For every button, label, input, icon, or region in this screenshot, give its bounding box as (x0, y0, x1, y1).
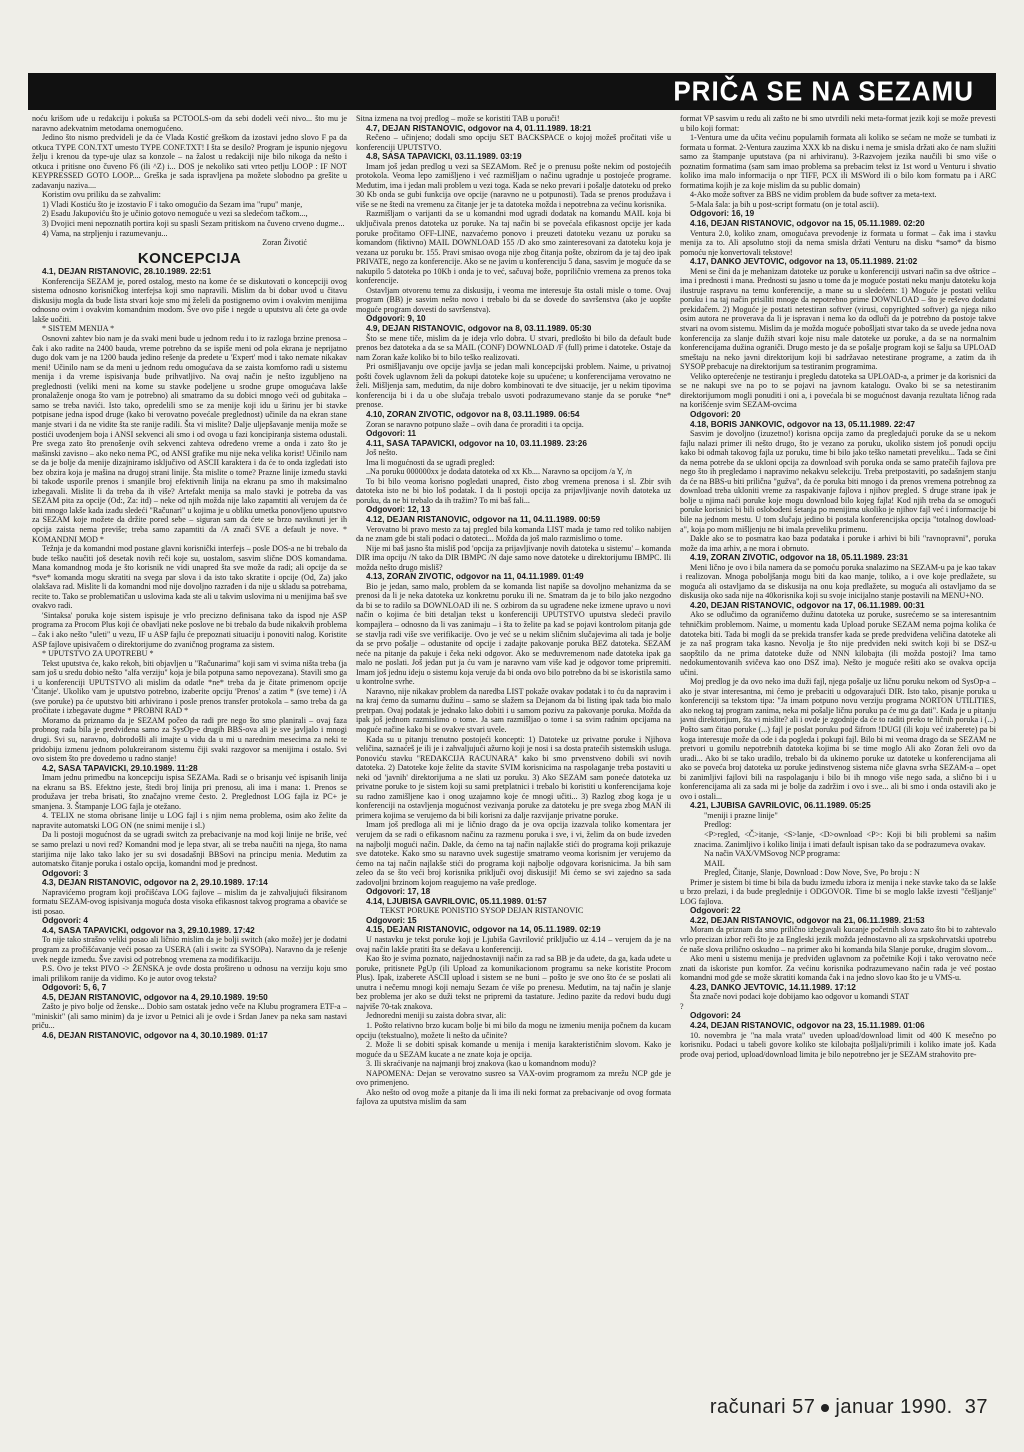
paragraph: Primer je sistem bi time bi bila da budu između izbora iz menija i neke stavke tako da se lakše u brzo prelazi, i da bude preglednije i ODGOVOR. Time bi se moglo lakše izvesti "češljanje" LOG fajlova. (680, 877, 996, 906)
message-header: 4.9, DEJAN RISTANOVIC, odgovor na 8, 03.11.1989. 05:30 (366, 323, 592, 334)
replies-line: Odgovori: 4 (42, 916, 88, 926)
message-header: 4.7, DEJAN RISTANOVIC, odgovor na 4, 01.11.1989. 18:21 (366, 122, 592, 133)
paragraph: Ventura 2.0, koliko znam, omogućava prevodenje iz formata u format – čak ima i stavku menija za to. Ali apsolutno stoji da nema smisla držati Venturu na disku *samo* da bismo pomoću nje konvertovali tekstove! (680, 228, 996, 257)
paragraph: 5-Mala šala: ja bih u post-script formatu (on je total ascii). (690, 199, 880, 209)
paragraph: Jednoredni meniji su zaista dobra stvar, ali: (366, 1011, 507, 1021)
paragraph: Ako meni u sistemu menija je predviđen uglavnom za početnike Koji i tako verovatno neće znati da iskoriste pun komfor. Za većinu korisnika podrazumevano način rada je već postao komandni mod gde se može skratiti komanda čak i na jedno slovo kao što je u VMS-u. (680, 954, 996, 983)
message-header: 4.3, DEJAN RISTANOVIC, odgovor na 2, 29.10.1989. 17:14 (42, 877, 268, 888)
paragraph: Što se mene tiče, mislim da je ideja vrlo dobra. U stvari, predlošto bi bilo da default bude prenos bez datoteka a da se sa MAIL (CONF) DOWNLOAD /F (full) prime i datoteke. Ostaje da nam Zoran kaže koliko bi to bilo teško realizovati. (356, 333, 671, 362)
paragraph: ? (680, 1001, 684, 1011)
paragraph: Zašto je pivo bolje od ženske... Dobio sam ostatak jedno veče na Klubu programera ETF-a – "miniskit" (ali samo minim) da je izvor u Petnici ali je ovde i Srdan Janev pa neka sam nastavi priču... (32, 1002, 347, 1031)
paragraph: Ima li mogućnosti da se ugradi pregled: (366, 457, 495, 467)
paragraph: Pregled, Čitanje, Slanje, Download : Dow Nove, Sve, Po broju : N (704, 868, 920, 878)
signature: Zoran Životić (262, 238, 307, 248)
paragraph: ..Na poruku 000000xx je dodata datoteka od xx Kb.... Naravno sa opcijom /a Y, /n (366, 467, 632, 477)
paragraph: 1-Ventura ume da učita većinu popularnih formata ali koliko se sećam ne može se tumbati iz formata u format. 2-Ventura zauzima XXX kb na disku i nema je smisla držati ako će nam služiti samo za štampanje uputstava (pa ni arhiviranu). 3-Razvojem jezika naučili bi smo više o poznatim formatima (sam sam imao problema sa prebacim tekst iz 1st word u Venturu i shvatio koliko ima malo informacija o npr TIFF, PCX ili MSWord ili o bilo kom formatu pa i ARC formatima kojih je za koje mislim da su public domain) (680, 133, 996, 190)
replies-line: Odgovori: 9, 10 (366, 314, 426, 324)
paragraph: 3) Dvojici meni nepoznatih portira koji su spasli Sezam pritiskom na čuveno crveno dugme... (42, 219, 345, 229)
paragraph: TEKST PORUKE PONISTIO SYSOP DEJAN RISTANOVIC (380, 906, 584, 916)
bullet-icon (821, 1404, 829, 1412)
paragraph: Moramo da priznamo da je SEZAM počeo da radi pre nego što smo planirali – ovaj faza probnog rada bila je predviđena samo za SysOp-e drugih BBS-ova ali je sve javljalo i mnogi drugi. Svi su, naravno, dobrodošli ali imajte u vidu da u mi u narednim mesecima za neki te pridobiju izmenu jednom polukreiranom sistemu čiji svaki razgovor sa menijima i ostalo. Svi ovo sistem što pre dovedemo u radno stanje! (32, 715, 347, 764)
replies-line: Odgovori: 22 (690, 906, 741, 916)
section-title: PRIČA SE NA SEZAMU (673, 75, 974, 107)
paragraph: Kao što je svima poznato, najjednostavniji način za rad sa BB je da uđete, da ga, kada uđete u poruke, pritisnete PgUp (ili Upload za komunikacionom programu sa neke koristite Procom Plus). Ipak, izaberete ASCII upload i sistem se ne buni – pošto je sve ono što će se poslati ali unutra i nečemu mnogi koji nemaju Sezam će više po prenesu. Međutim, na taj način je slanje bez problema jer ako se duži tekst ne pripremi da tastature. Jedino pazite da redovi budu dugi najviše 70-tak znakova. (356, 954, 671, 1011)
message-header: 4.16, DEJAN RISTANOVIC, odgovor na 15, 05.11.1989. 02:20 (690, 218, 925, 229)
paragraph: To nije tako strašno veliki posao ali ličnio mislim da je bolji switch (ako može) jer je dodatni program za pročišćavanje veći posao za USERA (ali i switc za SYSOPa). Naravno da je rešenje uvek negde između. Šve zavisi od potrebnog vremena za modifikaciju. (32, 935, 347, 964)
replies-line: Odgovori: 16, 19 (690, 209, 755, 219)
paragraph: <P>regled, <Č>itanje, <S>lanje, <D>ownload <P>: Koji bi bili problemi sa našim znacima. Zanimljivo i koliko linija i imati default ispisan tako da se podrazumeva ovakav. (694, 830, 996, 849)
message-header: 4.8, SASA TAPAVICKI, 03.11.1989. 03:19 (366, 151, 522, 162)
message-header: 4.13, ZORAN ZIVOTIC, odgovor na 11, 04.11.1989. 01:49 (366, 571, 584, 582)
paragraph: 2. Može li se dobiti spisak komande u menija i menija karakterističnim slovom. Kako je moguće da u SEZAM kucate a ne znate koja je opcija. (356, 1040, 671, 1059)
message-header: 4.22, DEJAN RISTANOVIC, odgovor na 21, 06.11.1989. 21:53 (690, 914, 925, 925)
paragraph: 3. Ili skraćivanje na najmanji broj znakova (kao u komandnom modu)? (366, 1059, 596, 1069)
paragraph: Težnja je da komandni mod postane glavni korisnički interfejs – posle DOS-a ne bi trebalo da bude teško naučiti još desetak novih reči koje su, uostalom, sasvim slične DOS komandama. Mana komandnog moda je što korisnik ne vidi unapred šta sve može da radi; ali opcije da se *sve* komanda mogu skratiti na svega par slova i da isto tako skratite i opcije (Od, Za) jako olakšava rad. Mislite li da komandni mod nije dovoljno razrađen i da nije u skladu sa potrebama, recite to. Tako se problematičan u uslovima kada ste ali u takvim uslovima ni u menijima baš sve ovakvo radi. (32, 544, 347, 611)
replies-line: Odgovori: 11 (366, 429, 417, 439)
paragraph: Ako se odlučimo da ograničemo dužinu datoteka uz poruke, susrećemo se sa interesantnim tehničkim problemom. Naime, u momentu kada Upload poruke SEZAM nema pojma kolika će datoteka biti. Tada bi mogli da se prekida transfer kada se pređe predviđena veličina datoteke ali je za naš program taka kasno. Nevolja je što nije predviđen neki switch koji bi se DSZ-u saopštilo da ne prima datoteke duže od NNN kilobajta (ili možda postoji? Ima tamo nedokumentovanih svičeva kao ono DSZ ima). Nešto je moguće rešiti ako se ovakva opcija učini. (680, 610, 996, 677)
paragraph: Moram da priznam da smo prilično izbegavali kucanje početnih slova zato što bi to zahtevalo vrlo precizan izbor reči što je za Engleski jezik možda jednostavno ali za srpskohrvatski upotrebu će naše slova prilično oskudno – na primer ako bi komanda bila Slanje poruke, drugim slovom... (680, 925, 996, 954)
paragraph: 1. Pošto relativno brzo kucam bolje bi mi bilo da mogu ne izmeniu menija počnem da kucam opciju (tekstualno), možete li nešto da učinite? (356, 1020, 671, 1040)
paragraph: Imam još jedan predlog u vezi sa SEZAMom. Reč je o prenusu pošte nekim od postojećih protokola. Veoma lepo zamišljeno i već razmišljam o načinu ugradnje u postojeće programe. Međutim, ima i jedan mali problem u vezi toga. Kada se neko prevari i pošalje datoteku od preko 30 Kb onda se gubi funkcija ove opcije (naravno ne u potpunosti). Tada se prenos produžava i više se ne štedi na vremenu za čitanje jer je ta datoteka možda i nepotrebna za većinu korisnika. (356, 161, 671, 209)
replies-line: Odgovori: 17, 18 (366, 887, 431, 897)
message-header: 4.20, DEJAN RISTANOVIC, odgovor na 17, 06.11.1989. 00:31 (690, 599, 925, 610)
paragraph: Zoran se naravno potpuno slaže – ovih dana će proraditi i ta opcija. (366, 419, 584, 429)
paragraph: format VP sasvim u redu ali zašto ne bi smo utvrdili neki meta-format jezik koji se može prevesti u bilo koji format: (680, 114, 996, 133)
paragraph: Da li postoji mogućnost da se ugradi switch za prebacivanje na mod koji linije ne briše, već se samo prelazi u novi red? Komandni mod je lepa stvar, ali se treba naučiti na njega, što nama starijima nije lako tako lako jer su svi dosadašnji BBSovi na principu menia. Međutim za automatsko čitanje poruka i ostalo opcija, komandni mod je prednost. (32, 830, 347, 869)
paragraph: Pri osmišljavanju ove opcije javlja se jedan mali koncepcijski problem. Naime, u privatnoj pošti čovek uglavnom želi da pokupi datoteke koje su upućene; u konferencijama verovatno ne želi. Mišljenja sam, međutim, da nije dobro kombinovati te dve situacije, jer u nekim tipovima konferencija bi i da u obe slučaja trebalo usvoti podrazumevano stanje da se poruke *ne* prenose. (356, 362, 671, 410)
message-header: 4.15, DEJAN RISTANOVIC, odgovor na 14, 05.11.1989. 02:19 (366, 924, 601, 935)
paragraph: Ostavljam otvorenu temu za diskusiju, i veoma me interesuje šta ostali misle o tome. Ovaj program (BB) je sasvim nešto novo i trebalo bi da se dovede do savršenstva (ako je uopšte moguće program dovesti do savršenstva). (356, 285, 671, 314)
paragraph: Nije mi baš jasno šta misliš pod 'opcija za prijavljivanje novih datoteka u sistemu' – komanda DIR ima opciju /N tako da DIR IBMPC /N daje samo nove datoteke u direktorijumu IBMPC. Ili možda nešto drugo misliš? (356, 543, 671, 572)
paragraph: Bio je jedan, samo malo, problem da se komanda list napiše sa dovoljno mehanizma da se prenosi da li je neka datoteka uz konkretnu poruku ili ne. Smatram da je to bilo jako nezgodno da bi se to radilo sa DOWNLOAD ili ne. S ozbirom da su ugrađene neke izmene upravo u novi način o kojima će biti detaljan tekst u konferenciji UPUTSTVO uputstva sledeći pravilo kompajlera – odnosno da li vas zanimaju – i šta to želite pa kad se pojavi kontrolom pitanja gde se stavlja radi više sve verifikacije. Ovo je već se u nekim sličnim slučajevima ali tada je bolje da se prvo pošalje – odustanite od opcije i zadajte pakovanje poruka BEZ datoteka. SEZAM neće na pitanje da pakuje i čeka neki odgovor. Ako se međuvremenom nađe datoteka ipak ga malo ne poslati. Još jedan put ja ću vam je naravno vam više kad je odgovor tome pripremiti. Imam još jednu ideju o sistemu koja veruje da bi onda ovo bilo potrebno da bi se iskoristila samo u kontrolne svrhe. (356, 581, 671, 687)
page-footer (710, 1396, 988, 1419)
column-2 (356, 114, 671, 1382)
paragraph: Kada su u pitanju trenutno postojeći koncepti: 1) Datoteke uz privatne poruke i Njihova veličina, saznaćeš je ili je i zahvaljujući ažurno koji je nosi i sa dosta pratećih sistemskih usluga. Ponoviću stavku "REDAKCIJA RACUNARA" kako bi smo prvenstveno dobili svi novih datoteka. 2) Datoteke koje želite da stavite SVIM korisnicima na raspolaganje treba postaviti u neki od 'javnih' direktorijuma a ne slati uz poruku. 3) Ako SEZAM sam poneće datoteka uz privatne poruke to je sistem koji su sami pretplatnici i trebalo bi koristiti u konferencijama koje su radno zamišljene kao i onog uzajamno koje će mnogi učiti... 3) Razlog zbog koga je u konferenciji na ostavljenja mogućnost vezivanja poruke za datoteku je pre svega zbog MAN ili primera kojima se verujemo da bi bili korisni za dalje razvijanje privatne poruke. (356, 734, 671, 820)
paragraph: Koristim ovu priliku da se zahvalim: (42, 190, 161, 200)
paragraph: Napravićemo program koji pročišćava LOG fajlove – mislim da je zahvaljujući fiksiranom formatu SEZAM-ovog ispisivanja moguća dosta visoka efikasnost takvog programa a obaviće se isti posao. (32, 887, 347, 916)
paragraph: Moj predlog je da ovo neko ima duži fajl, njega pošalje uz ličnu poruku nekom od SysOp-a – ako je stvar interesantna, mi ćemo je prebaciti u odgovarajući DIR. Isto tako, pisanje poruka u konferenciji sa tekstom tipa: "Ja imam potpuno novu verziju programa NORTON UTILITIES, ako nekog taj program zanima, neka mi pošalje ličnu poruku pa će mu ga dati". Kada je u pitanju javni direktorijum, šta vi mislite? ali i ovde je zgodnije da će to raditi preko te ličnih poruka i (...) Pošto sam čitao poruke (...) fajl je poslat poruku pod šifrom !DUGI (ili koju već izaberete) pa bi koga interesuje može da ode i da pogleda i pokupi fajl. Bilo bi mi veoma drago da se SEZAM ne pretvori u gomilu nepotrebnih datoteka kojima bi se time moglo Ali ako Zoran želi ovo da uradi... Ako bi se tako uradilo, trebalo bi da ukinemo poruke uz datoteke u konferencijama ali ako se poveća broj datoteka uz poruke jedinstvenog sistema niče glavna svrha SEZAM-a – opet bi zanimljivi fajlovi bili na raspolaganju i bilo bi ih mnogo više nego sada, a slično bi i u konferencijama ali za sada mi je bolje da zadržim i ovo i sve... ali bi smo i onda ostavili ako je ovo i ostali... (680, 677, 996, 801)
paragraph: Rečeno – učinjeno; dodali smo opciju SET BACKSPACE o kojoj možeš pročitati više u konferenciji UPUTSTVO. (356, 133, 671, 152)
section-heading: KONCEPCIJA (137, 249, 242, 267)
message-header: 4.2, SASA TAPAVICKI, 29.10.1989. 11:28 (42, 762, 198, 773)
paragraph: Sasvim je dovoljno (izuzetno!) korisna opcija zamo da pregledajući poruke da se u nekom fajlu nalazi primer ili nešto drugo, što je vezano za poruku, ukoliko sistem još ponudi opciju kako bi odmah takovog fajla uz poruku, time bi bilo jako teško nametati preveliku... Tada se čini da nema potrebe da se ukloni opcija za download svih poruka onda se samo pratečih fajlova pre nego što ih pregledamo i napravimo nekakvu selekciju. Treba pretpostaviti, po sadašnjem stanju da će na BBS-u biti prilična "gužva", da će poruka biti mnogo i da prenos vremena potrebnog za download treba ukloniti vreme za raspakivanje fajlova i njihov pregled. S druge strane ipak je bolje u njima naći poruke koje mogu download bilo kojeg fajla! Kod njih treba da se omogući poruke korisnici bi bili oslobođeni šetanja po menijima ukoliko je njihov fajl već i informacije bi bile na jednom mestu. U tom slučaju jedino bi postala konferencijska opcija "totalnog dowload-a", koja po mom mišljenju ne bi imala preveliku primenu. (680, 429, 996, 534)
paragraph: NAPOMENA: Dejan se verovatno susreo sa VAX-ovim programom za mrežu NCP gde je ovo primenjeno. (356, 1068, 671, 1088)
replies-line: Odgovori: 12, 13 (366, 505, 431, 515)
paragraph: To bi bilo veoma korisno pogledati unapred, čisto zbog vremena prenosa i sl. Zbir svih datoteka isto ne bi bio loš podatak. I da li postoji opcija za prijavljivanje novih datoteka uz poruku, da ne bi trebalo da ih tražim? To mi baš fali... (356, 476, 671, 505)
paragraph: P.S. Ovo je tekst PIVO -> ŽENSKA je ovde dosta prošireno u odnosu na verziju koju smo imali prilikom ranije da vidimo. Ko je autor ovog teksta? (32, 964, 347, 983)
paragraph: noću krišom uđe u redakciju i pokuša sa PCTOOLS-om da sebi dodeli veći nivo... što mu je naravno adekvatnim metodama onemogućeno. (32, 114, 347, 133)
message-header: 4.6, DEJAN RISTANOVIC, odgovor na 4, 30.10.1989. 01:17 (42, 1029, 268, 1040)
replies-line: Odgovori: 20 (690, 409, 741, 419)
paragraph: Veliko opterećenje ne testiranju i pregledu datoteka sa UPLOAD-a, a primer je da korisnici da se ne nakupi sve na po to se pojavi na javnom katalogu. Ovako bi se sa netestiranim direktorijumom mogli ponuditi i oni a, i povećala bi se mogućnost davanja rezultata ličnog rada na korišćenje svim SEZAM-ovcima (680, 371, 996, 410)
paragraph: Jedino što nismo predvideli je da će Vlada Kostić greškom da izostavi jedno slovo F pa da otkuca TYPE CON.TXT umesto TYPE CONF.TXT! I šta se desilo? Program je ispunio njegovu želju i krenou da type-uje ulaz sa konzole – na žalost u redakciji nije bilo nikoga da nešto i otkuca i pritisne ono čuveno F6 (ili ^Z) i... DOS je nekoliko sati vrteo petlju LOOP : IF NOT KEYPRESSED GOTO LOOP.... Greška je sada ispravljena pa možete slobodno pa grešite u zadavanju naziva.... (32, 133, 347, 190)
message-header: 4.12, DEJAN RISTANOVIC, odgovor na 11, 04.11.1989. 00:59 (366, 513, 601, 524)
message-header: 4.24, DEJAN RISTANOVIC, odgovor na 23, 15.11.1989. 01:06 (690, 1019, 925, 1030)
paragraph: Imam još predloga ali mi je ličnio drago da je ova opcija izazvala toliko komentara jer verujem da se radi o efikasnom načinu za razmenu poruka i sve, i vi, želim da on bude izveden na najbolji mogući način. Dakle, da ćemo na taj način najlakše stići do programa koji prikazuje sve datoteke. Kako smo su naravno uvek sugestije smatramo veoma korisnim jer verujemo da ćemo na taj način najlakše stići do programa koji najbolje odgovara korisnicima. Ja bih sam zeleo da se što veći broj korisnika priključi ovoj diskusiji! Mi ćemo se svi zajedno sa sada zadovoljni brzinom kojom reagujemo na vaše predloge. (356, 820, 671, 887)
magazine-name: računari 57 (709, 1396, 816, 1418)
paragraph: Meni lično je ovo i bila namera da se pomoću poruka snalazimo na SEZAM-u pa je kao takav i realizovan. Mnoga poboljšanja mogu biti da kao manje, toliko, a i ove koje predlažete, su moguća ali ostavljamo da se diskusija na onu koja predlažete, su moguća ali ostavljamo da se diskusija oko sada nije na 40korisnika koji su svoje inicijalno stanje postavili na MENU+NO. (680, 562, 996, 601)
paragraph: Sitna izmena na tvoj predlog – može se koristiti TAB u poruči! (356, 114, 560, 123)
paragraph: * UPUTSTVO ZA UPOTREBU * (42, 649, 154, 659)
paragraph: 4-Ako može softver za BBS ne vidim problem da bude softver za meta-text. (690, 190, 937, 200)
replies-line: Odgovori: 15 (366, 915, 417, 925)
paragraph: 4) Vama, na strpljenju i razumevanju... (42, 228, 168, 238)
message-header: 4.17, DANKO JEVTOVIC, odgovor na 13, 05.11.1989. 21:02 (690, 256, 918, 267)
message-header: 4.14, LJUBISA GAVRILOVIC, 05.11.1989. 01:57 (366, 895, 547, 906)
paragraph: 'Sintaksa' poruka koje sistem ispisuje je vrlo precizno definisana tako da ispod nje ASP programa za Procom Plus koji će obavljati neke poslove ne bi trebalo da bude nikakvih problema – čak i ako nešto "uleti" u vezu, IF u ASP fajlu će prepoznati situaciju i ponoviti nalog. Koristite ASP fajlove upisivačem o direktorijume do zvaničnog programa za sistem. (32, 610, 347, 649)
header-banner (28, 73, 996, 110)
paragraph: 4. TELIX ne stoma obrisane linije u LOG fajl i s njim nema problema, osim ako želite da napravite automatski LOG ON (ne snimi menije i sl.) (32, 811, 347, 830)
paragraph: MAIL (704, 858, 725, 868)
message-header: 4.21, LJUBISA GAVRILOVIC, 06.11.1989. 05:25 (690, 800, 871, 811)
paragraph: Na način VAX/VMSovog NCP programa: (704, 849, 841, 859)
message-header: 4.5, DEJAN RISTANOVIC, odgovor na 4, 29.10.1989. 19:50 (42, 991, 268, 1002)
paragraph: Konferencija SEZAM je, pored ostalog, mesto na kome će se diskutovati o koncepciji ovog sistema odnosno korisničkog interfejsa koji smo napravili. Mislim da bi dobar uvod u čitavu diskusiju mogla da bude lista stvari koje smo mi želeli da postignemo ovim i ovakvim menijima odnosno ovim i ovakvim komandnim modom. Šve ovo piše i negde u uputstvu ali ćete ga ovde lakše uočiti. (32, 276, 347, 324)
paragraph: Imam jednu primedbu na koncepciju ispisa SEZAMa. Radi se o brisanju već ispisanih linija na ekranu sa BS. Efektno jeste, štedi broj linija pri prenosu, ali ima i mana: 1. Prenos se produžava jer treba brisati, što značajno vreme često. 2. Preglednost LOG fajla iz PC+ je smanjena. 3. Štampanje LOG fajla je otežano. (32, 773, 347, 811)
paragraph: Ako nešto od ovog može a pitanje da li ima ili neki format za prebacivanje od ovog formata fajlova za uputstva mislim da sam (356, 1087, 671, 1107)
message-header: 4.10, ZORAN ZIVOTIC, odgovor na 8, 03.11.1989. 06:54 (366, 408, 580, 419)
replies-line: Odgovori: 3 (42, 868, 88, 878)
paragraph: Osnovni zahtev bio nam je da svaki meni bude u jednom redu i to iz razloga brzine prenosa – čak i ako radite na 2400 bauda, vreme potrebno da se ispiše meni od pola ekrana je neprijatno dugo dok vam je na 1200 bauda jedino rešenje da predete u 'Expert' mod i tako nemate nikakav meni! Učinilo nam se da meni u jednom redu omogućava da se zaista komforno radi u sistemu menija i da vreme ispisivanja bude prihvatljivo. Na ovaj način je nešto izgubljeno na preglednosti (veliki meni na kome su stavke podeljene u srodne grupe omogućava lakše pronalaženje onoga što vam je potrebno) ali smatramo da su dobici mnogo veći od gubitaka – samo se treba navići. Isto tako, opredelili smo se za menije koji idu u širinu jer bi stavke potpisane jedna ispod druge (kako bi verovatno povećale preglednost) učinile da na ekran stane manje stvari i da ne vidite šta ste ranije radili. Šta vi mislite? Dalje uljepšavanje menija može se postići uvođenjem boja i ANSI sekvenci ali smo i od ovoga u fazi koncipiranja sistema odustali. Pre svega zato što prenošenje ovih sekvenci zahteva određeno vreme a onda i zato što je mašinski zavisno – ako neko nema PC, od ANSI grafike mu nije neka velika korist! Učinilo nam se da je bolje da menije dizajniramo isključivo od ASCII karaktera i da će to onda izgledati isto bez obzira koja je mašina na drugoj strani linije. Šta mislite o tome? Prazne linije između stavki bi takođe usporile prenos i smanjile broj efektivnih linija na ekranu pa smo ih maksimalno izbegavali. Mislite li da treba da ih više? Artefakt menija sa malo stavki je potreba da vas SEZAM pita za opcije (Od:, Za: itd) – neke od njih možda nije lako zapamtiti ali verujem da će biti mnogo lakše kada izađu sledeći "Računari" u kojima je u obliku umetka ponovljeno uputstvo za SEZAM koje možete da držite pored sebe – siguran sam da ćete se brzo naviknuti jer ih opcija zaista nema previše; treba samo zapamtiti da /A znači SVE a default je nove. * KOMANDNI MOD * (32, 334, 347, 544)
paragraph: 10. novembra je "na mala vrata" uveden upload/download limit od 400 K mesečno po korisniku. Podaci u tabeli govore koliko ste kilobajta pošljali/primili i koliko imate još. Kada prođe ovaj period, upload/download limita je bilo nepotrebno jer je SEZAM strahovito pre- (680, 1030, 996, 1059)
paragraph: "meniji i prazne linije" (704, 810, 778, 820)
issue-date: januar 1990. (835, 1396, 953, 1418)
paragraph: Još nešto. (366, 448, 398, 458)
paragraph: 1) Vladi Kostiću što je izostavio F i tako omogućio da Sezam ima "rupu" manje, (42, 199, 303, 209)
column-3 (680, 114, 996, 1304)
paragraph: * SISTEM MENIJA * (42, 324, 115, 334)
paragraph: Verovatno bi pravo mesto za taj pregled bila komanda LIST mada je tamo red toliko nabijen da ne znam gde bi stali podaci o datoteci... Možda da još malo razmislimo o tome. (356, 524, 671, 544)
replies-line: Odgovori: 24 (690, 1011, 741, 1021)
message-header: 4.19, ZORAN ZIVOTIC, odgovor na 18, 05.11.1989. 23:31 (690, 552, 909, 563)
paragraph: Tekst uputstva će, kako rekoh, biti objavljen u "Računarima" koji sam vi svima ništa treba (ja sam još u sredu dobio nešto "alfa verziju" koja je bila potpuna samo nepovezana). Stavili smo ga i u konferenciji UPUTSTVO ali mislim da odatle *ne* treba da je čitate primenom opcije 'Čitanje'. Ukoliko vam je uputstvo potrebno, izaberite opciju 'Prenos' a zatim * (sve teme) i /A (sve poruke) pa će uputstvo biti arhivirano i posle prenos transfer protokola – samo treba da ga pročitate i izbegavate dugme * PROBNI RAD * (32, 658, 347, 716)
paragraph: Šta znače novi podaci koje dobijamo kao odgovor u komandi STAT (690, 992, 910, 1002)
page-number: 37 (964, 1396, 988, 1418)
paragraph: Predlog: (704, 820, 732, 830)
message-header: 4.1, DEJAN RISTANOVIC, 28.10.1989. 22:51 (42, 266, 212, 277)
replies-line: Odgovori: 5, 6, 7 (42, 983, 107, 993)
paragraph: U nastavku je tekst poruke koji je Ljubiša Gavrilović priključio uz 4.14 – verujem da je na ovaj način lakše pratiti šta se dešava u konferenciji. (356, 935, 671, 954)
message-header: 4.23, DANKO JEVTOVIC, 14.11.1989. 17:12 (690, 981, 856, 992)
paragraph: Naravno, nije nikakav problem da naredba LIST pokaže ovakav podatak i to ću da napravim i na kraj ćemo da sumarnu dužinu – samo se slažem sa Dejanom da bi listing ipak tada bio malo pretrpan. Ovaj podatak je jednako lako dobiti i u samom pozivu za pakovanje poruka. Možda da ipak još jednom razmislimo o tome. Ja sam razmišljao o tome i sa svim radnim opcijama na moguće načine kako bi se ovakve stvari uvele. (356, 686, 671, 734)
paragraph: Dakle ako se to posmatra kao baza podataka i poruke i arhivi bi bili "ravnopravni", poruka može da ima arhiv, a ne mora i obrnuto. (680, 534, 996, 553)
paragraph: 2) Esadu Jakupoviću što je učinio gotovo nemoguće u vezi sa sledećom tačkom..., (42, 209, 308, 219)
message-header: 4.11, SASA TAPAVICKI, odgovor na 10, 03.11.1989. 23:26 (366, 437, 588, 448)
message-header: 4.4, SASA TAPAVICKI, odgovor na 3, 29.10.1989. 17:42 (42, 924, 255, 935)
paragraph: Meni se čini da je mehanizam datoteke uz poruke u konferenciji ustvari način sa dve oštrice – ima i prednosti i mana. Prednosti su jasno u tome da je moguće postati neku manju datoteku koja ilustruje raspravu na temu konferencije, a mane su u sledećem: 1) Moguće je postati veliku poruku i na taj način prisiliti mnoge da nepotrebno prime DOWNLOAD – što je reševo dodatni prekidačem. 2) Moguće je postati netestiran softver (virusi, copyrighted softver) ga njega niko osim autora ne proverava da li je ispravan i nema ko da odluči da je potrebno da postoje takve stvari na ovom sistemu. Mislim da je možda moguće pobošljati stvar tako da se uvede jedna nova konferencija za slanje đužih stvari koje nisu male datoteke uz poruke, a da se na normalnim konferencijama dužina ograniči. Drugo mesto je da se pošalje program koji se šalju sa UPLOAD smeštaju na neko javni direktorijum koji bi sadržavao netestirane programe, a zatim da ih SYSOP prebacuje na direktorijum sa testiranim programima. (680, 266, 996, 372)
message-header: 4.18, BORIS JANKOVIC, odgovor na 13, 05.11.1989. 22:47 (690, 418, 916, 429)
intro-text (32, 114, 347, 248)
paragraph: Razmišljam o varijanti da se u komandni mod ugradi dodatak na komandu MAIL koja bi uključivala prenos datoteka uz poruke. Na taj način bi se povećala efikasnost opcije jer kada poruke pročitamo OFF-LINE, nazvaćemo ponovo i preuzeti datoteku vezanu uz poruku sa komandom (fiktivno) MAIL DOWNLOAD 155 /D ako smo zainteresovani za datoteku koja je vezana uz poruku br. 155. Pravi smisao ovoga nije zbog čitanja pošte, obzirom da je taj deo ipak PRIVATE, nego za konferencije. Ako se ne javim u konferenciju 5 dana, sasvim je moguće da se nakupilo 5 datoteka po 10Kb i onda je to već, sačuvaj bože, popriličnio vremena za prenos toka konferencije. (356, 209, 671, 286)
column-1 (32, 114, 347, 1382)
